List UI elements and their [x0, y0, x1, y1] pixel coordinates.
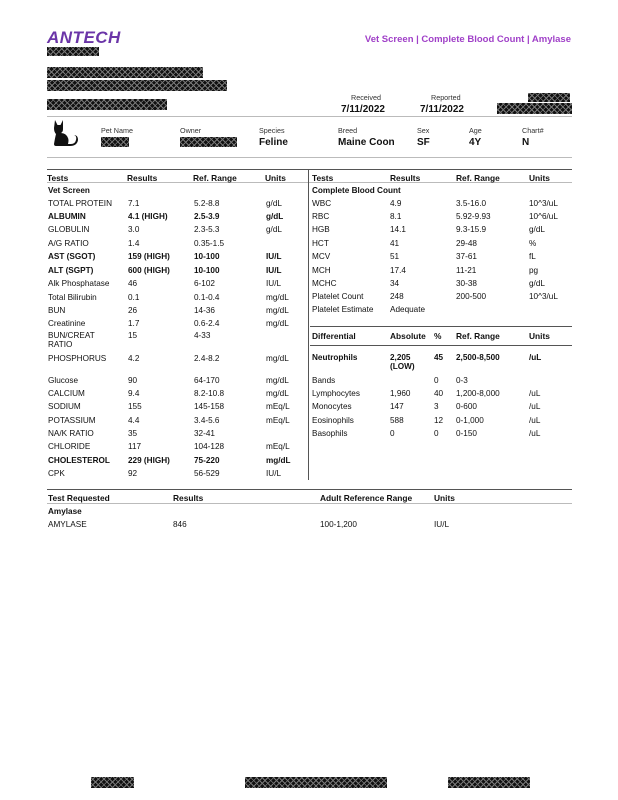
table-cell: AST (SGOT): [48, 252, 96, 261]
table-cell: 145-158: [194, 402, 225, 411]
table-cell: HGB: [312, 225, 330, 234]
redacted-block: [47, 80, 227, 91]
table-cell: mg/dL: [266, 319, 289, 328]
table-cell: 248: [390, 292, 404, 301]
breed-value: Maine Coon: [338, 137, 395, 148]
table-cell: ALT (SGPT): [48, 266, 94, 275]
column-header: Tests: [312, 173, 334, 183]
table-cell: IU/L: [266, 252, 282, 261]
table-cell: Total Bilirubin: [48, 293, 97, 302]
table-cell: 32-41: [194, 429, 215, 438]
table-cell: Eosinophils: [312, 416, 354, 425]
age-label: Age: [469, 126, 482, 135]
table-cell: 3: [434, 402, 439, 411]
section-title: Complete Blood Count: [312, 186, 401, 195]
table-cell: CHLORIDE: [48, 442, 91, 451]
column-header: Units: [434, 493, 455, 503]
table-cell: mg/dL: [266, 306, 289, 315]
redacted-block: [47, 67, 203, 78]
table-cell: fL: [529, 252, 536, 261]
table-cell: Bands: [312, 376, 336, 385]
table-cell: /uL: [529, 429, 541, 438]
table-cell: 64-170: [194, 376, 220, 385]
table-cell: 0: [390, 429, 395, 438]
species-value: Feline: [259, 137, 288, 148]
table-cell: 8.2-10.8: [194, 389, 225, 398]
table-cell: 155: [128, 402, 142, 411]
table-cell: mg/dL: [266, 389, 289, 398]
table-cell: 0-600: [456, 402, 477, 411]
table-cell: POTASSIUM: [48, 416, 96, 425]
table-cell: 4.1 (HIGH): [128, 212, 168, 221]
table-cell: 46: [128, 279, 138, 288]
table-cell: CHOLESTEROL: [48, 456, 110, 465]
pet-name-label: Pet Name: [101, 126, 133, 135]
table-cell: 2.3-5.3: [194, 225, 220, 234]
table-cell: 10-100: [194, 266, 220, 275]
table-cell: IU/L: [434, 520, 450, 529]
chart-label: Chart#: [522, 126, 544, 135]
table-cell: 26: [128, 306, 138, 315]
table-cell: 1,960: [390, 389, 411, 398]
table-cell: 100-1,200: [320, 520, 357, 529]
antech-logo: ANTECH: [47, 28, 121, 47]
table-cell: 10^3/uL: [529, 199, 558, 208]
sex-label: Sex: [417, 126, 430, 135]
table-cell: 0: [434, 376, 439, 385]
table-cell: 2.4-8.2: [194, 354, 220, 363]
table-cell: PHOSPHORUS: [48, 354, 107, 363]
table-cell: 5.92-9.93: [456, 212, 491, 221]
column-header: Test Requested: [48, 493, 110, 503]
table-cell: 6-102: [194, 279, 215, 288]
table-cell: /uL: [529, 353, 542, 362]
table-cell: 34: [390, 279, 400, 288]
table-cell: 8.1: [390, 212, 402, 221]
table-cell: 35: [128, 429, 138, 438]
redacted-block: [528, 93, 570, 102]
redacted-block: [47, 99, 167, 110]
table-cell: 10-100: [194, 252, 220, 261]
section-title: Amylase: [48, 507, 82, 516]
table-cell: Creatinine: [48, 319, 86, 328]
table-cell: %: [529, 239, 537, 248]
section-title: Vet Screen: [48, 186, 90, 195]
table-cell: 3.4-5.6: [194, 416, 220, 425]
table-cell: 1.4: [128, 239, 140, 248]
table-cell: 0.1: [128, 293, 140, 302]
table-cell: mg/dL: [266, 456, 291, 465]
table-cell: 45: [434, 353, 444, 362]
table-cell: g/dL: [529, 225, 545, 234]
table-cell: 159 (HIGH): [128, 252, 170, 261]
table-cell: 0-150: [456, 429, 477, 438]
table-cell: 14.1: [390, 225, 406, 234]
table-cell: 7.1: [128, 199, 140, 208]
table-cell: MCV: [312, 252, 331, 261]
redacted-block: [448, 777, 530, 788]
table-cell: 30-38: [456, 279, 477, 288]
column-header: Ref. Range: [193, 173, 237, 183]
table-cell: mEq/L: [266, 442, 290, 451]
redacted-block: [47, 47, 99, 56]
column-header: Results: [173, 493, 204, 503]
table-cell: /uL: [529, 402, 541, 411]
sex-value: SF: [417, 137, 430, 148]
table-cell: 2,500-8,500: [456, 353, 500, 362]
cat-icon: [51, 118, 79, 148]
table-cell: Lymphocytes: [312, 389, 360, 398]
column-header: Tests: [47, 173, 69, 183]
reported-label: Reported: [431, 93, 461, 102]
table-cell: 117: [128, 442, 142, 451]
table-cell: Platelet Count: [312, 292, 364, 301]
table-cell: 37-61: [456, 252, 477, 261]
received-label: Received: [351, 93, 381, 102]
table-cell: g/dL: [266, 199, 282, 208]
table-cell: 3.0: [128, 225, 140, 234]
table-cell: 9.4: [128, 389, 140, 398]
table-cell: 0: [434, 429, 439, 438]
column-header: Ref. Range: [456, 173, 500, 183]
table-cell: 0-3: [456, 376, 468, 385]
table-cell: 10^3/uL: [529, 292, 558, 301]
table-cell: Adequate: [390, 305, 426, 314]
table-cell: MCH: [312, 266, 331, 275]
table-cell: 29-48: [456, 239, 477, 248]
column-header: Results: [127, 173, 158, 183]
table-cell: 11-21: [456, 266, 477, 275]
table-cell: GLOBULIN: [48, 225, 90, 234]
table-cell: A/G RATIO: [48, 239, 89, 248]
table-cell: IU/L: [266, 279, 282, 288]
table-cell: 5.2-8.8: [194, 199, 220, 208]
table-cell: MCHC: [312, 279, 337, 288]
column-header: Adult Reference Range: [320, 493, 413, 503]
table-cell: Alk Phosphatase: [48, 279, 110, 288]
table-cell: 90: [128, 376, 138, 385]
table-cell: mg/dL: [266, 293, 289, 302]
table-cell: 75-220: [194, 456, 220, 465]
table-cell: 10^6/uL: [529, 212, 558, 221]
table-cell: CPK: [48, 469, 65, 478]
table-cell: g/dL: [266, 212, 284, 221]
table-cell: SODIUM: [48, 402, 81, 411]
table-cell: 0-1,000: [456, 416, 484, 425]
table-cell: 9.3-15.9: [456, 225, 487, 234]
table-cell: AMYLASE: [48, 520, 87, 529]
table-cell: 600 (HIGH): [128, 266, 170, 275]
table-cell: WBC: [312, 199, 332, 208]
table-cell: BUN: [48, 306, 66, 315]
table-cell: 4.9: [390, 199, 402, 208]
table-cell: 588: [390, 416, 404, 425]
table-cell: 3.5-16.0: [456, 199, 487, 208]
table-cell: g/dL: [529, 279, 545, 288]
column-header: Units: [529, 331, 550, 341]
table-cell: 4.4: [128, 416, 140, 425]
column-header: Units: [265, 173, 286, 183]
table-cell: 104-128: [194, 442, 225, 451]
table-cell: 1.7: [128, 319, 140, 328]
table-cell: Neutrophils: [312, 353, 358, 362]
table-cell: Basophils: [312, 429, 348, 438]
table-cell: 0.6-2.4: [194, 319, 220, 328]
breed-label: Breed: [338, 126, 358, 135]
table-cell: 1,200-8,000: [456, 389, 500, 398]
column-header: Ref. Range: [456, 331, 500, 341]
table-cell: 17.4: [390, 266, 406, 275]
table-cell: 40: [434, 389, 444, 398]
table-cell: 4-33: [194, 331, 211, 340]
table-cell: 0.35-1.5: [194, 239, 225, 248]
table-cell: 56-529: [194, 469, 220, 478]
table-cell: 41: [390, 239, 400, 248]
redacted-block: [91, 777, 134, 788]
chart-value: N: [522, 137, 530, 148]
table-cell: Monocytes: [312, 402, 352, 411]
table-cell: /uL: [529, 389, 541, 398]
table-cell: 147: [390, 402, 404, 411]
table-cell: 2.5-3.9: [194, 212, 220, 221]
table-cell: 4.2: [128, 354, 140, 363]
column-header: Units: [529, 173, 550, 183]
column-header: %: [434, 331, 442, 341]
redacted-block: [180, 137, 237, 147]
table-cell: mEq/L: [266, 416, 290, 425]
column-header: Results: [390, 173, 421, 183]
table-cell: 51: [390, 252, 400, 261]
table-cell: g/dL: [266, 225, 282, 234]
table-cell: 200-500: [456, 292, 487, 301]
table-divider: [308, 169, 309, 480]
table-cell: 229 (HIGH): [128, 456, 170, 465]
redacted-block: [101, 137, 129, 147]
table-cell: CALCIUM: [48, 389, 85, 398]
table-cell: /uL: [529, 416, 541, 425]
redacted-block: [497, 103, 572, 114]
owner-label: Owner: [180, 126, 202, 135]
table-cell: 846: [173, 520, 187, 529]
table-cell: BUN/CREAT RATIO: [48, 331, 95, 350]
table-cell: TOTAL PROTEIN: [48, 199, 112, 208]
table-cell: 2,205 (LOW): [390, 353, 415, 372]
table-cell: mEq/L: [266, 402, 290, 411]
table-cell: NA/K RATIO: [48, 429, 94, 438]
redacted-block: [245, 777, 387, 788]
report-title: Vet Screen | Complete Blood Count | Amylase: [364, 34, 571, 45]
table-cell: 0.1-0.4: [194, 293, 220, 302]
table-cell: 12: [434, 416, 444, 425]
table-cell: ALBUMIN: [48, 212, 86, 221]
column-header: Differential: [312, 331, 356, 341]
received-date: 7/11/2022: [341, 104, 385, 115]
table-cell: mg/dL: [266, 354, 289, 363]
reported-date: 7/11/2022: [420, 104, 464, 115]
table-cell: pg: [529, 266, 539, 275]
table-cell: 92: [128, 469, 138, 478]
column-header: Absolute: [390, 331, 426, 341]
table-cell: IU/L: [266, 266, 282, 275]
table-cell: Glucose: [48, 376, 79, 385]
table-cell: 14-36: [194, 306, 215, 315]
species-label: Species: [259, 126, 285, 135]
table-cell: IU/L: [266, 469, 282, 478]
table-cell: Platelet Estimate: [312, 305, 374, 314]
table-cell: RBC: [312, 212, 330, 221]
table-cell: mg/dL: [266, 376, 289, 385]
table-cell: 15: [128, 331, 138, 340]
age-value: 4Y: [469, 137, 482, 148]
table-cell: HCT: [312, 239, 329, 248]
